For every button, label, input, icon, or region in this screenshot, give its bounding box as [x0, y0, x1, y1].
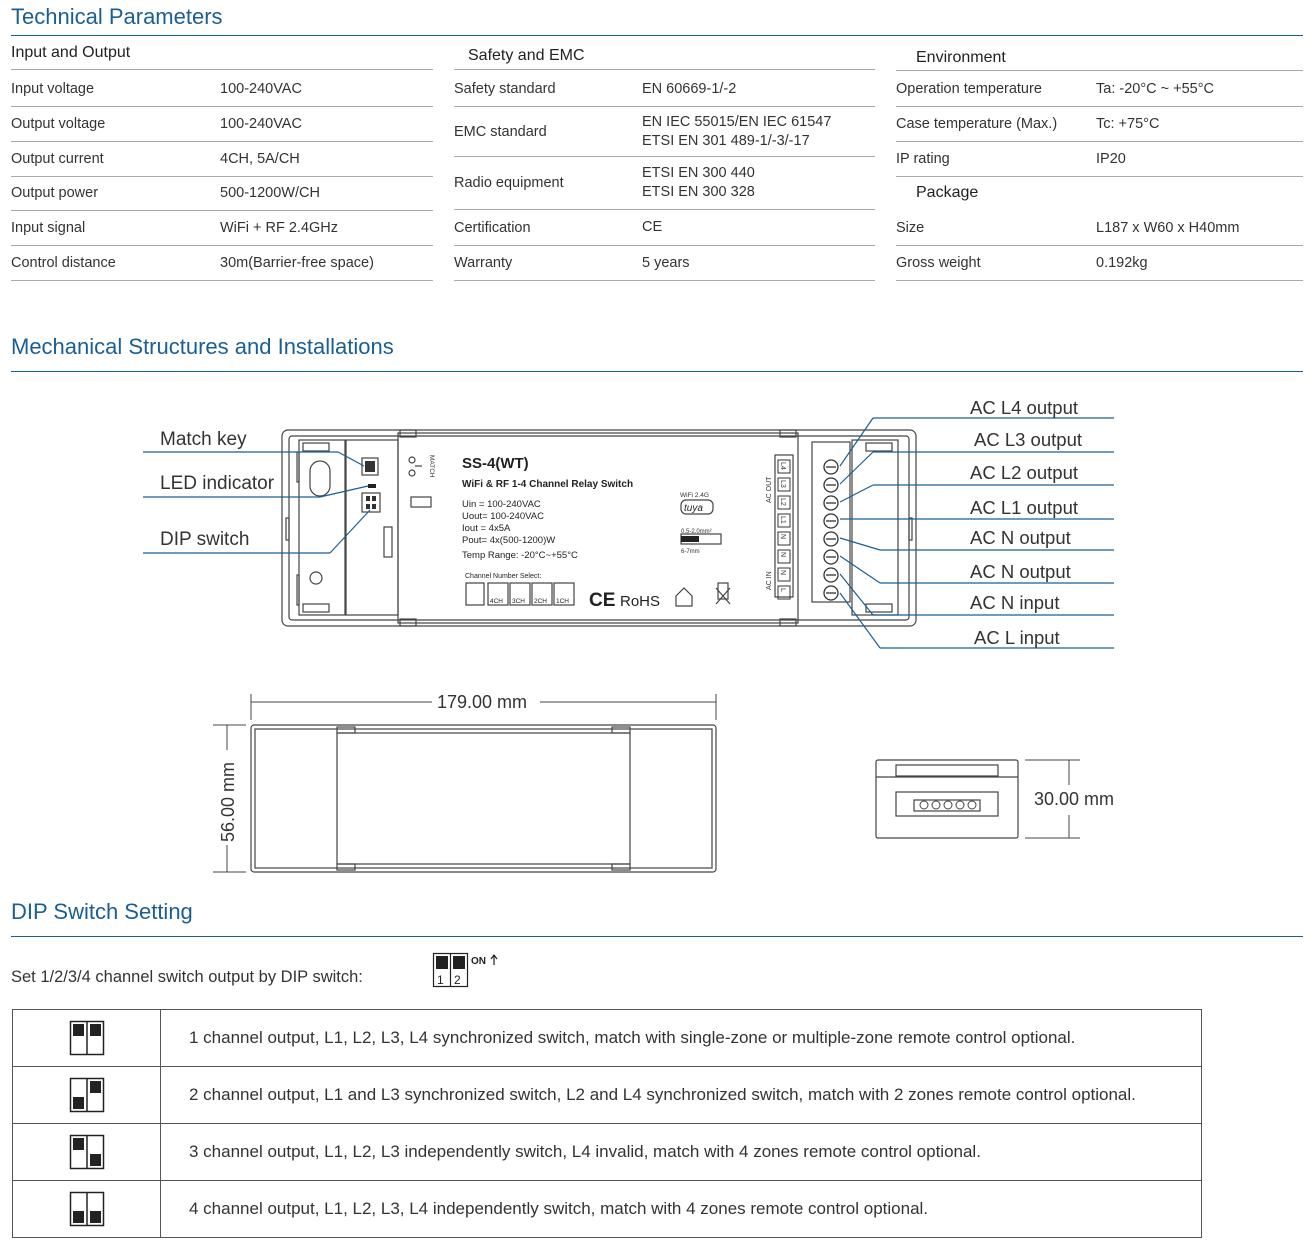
- dip-knob: [90, 1081, 101, 1093]
- section-title-dip: DIP Switch Setting: [11, 899, 193, 924]
- dip-description: 1 channel output, L1, L2, L3, L4 synchronized switch, match with single-zone or multiple-zone remote control optional.: [161, 1010, 1202, 1067]
- dip-legend-2: 2: [454, 973, 461, 987]
- callout-terminal: AC N input: [970, 592, 1060, 613]
- group-heading-package: Package: [916, 184, 979, 201]
- spec-value: 500-1200W/CH: [220, 184, 320, 201]
- group-rule: [896, 70, 1303, 71]
- callout-pointer: [840, 556, 880, 583]
- group-heading-environment: Environment: [916, 49, 1006, 66]
- dip-settings-table: [12, 1009, 1202, 1238]
- dip-legend-1: 1: [437, 973, 444, 987]
- section-rule: [11, 35, 1303, 36]
- end-terminal: [956, 801, 964, 809]
- spec-value-line: ETSI EN 301 489-1/-3/-17: [642, 132, 810, 149]
- ce-mark: CE: [589, 590, 616, 611]
- terminal-label: L1: [779, 516, 786, 524]
- dip-switch-icon: [69, 1077, 105, 1113]
- device-spec: Temp Range: -20°C~+55°C: [462, 550, 578, 561]
- callout-terminal: AC L input: [974, 627, 1060, 648]
- callout-terminal: AC L1 output: [970, 497, 1078, 518]
- channel-label: 1CH: [556, 598, 570, 605]
- dip-knob: [73, 1097, 84, 1109]
- spec-row: [896, 72, 1303, 107]
- callout-match-key: Match key: [160, 429, 247, 450]
- spec-label: Case temperature (Max.): [896, 116, 1058, 132]
- terminal-label: N: [779, 552, 786, 558]
- callout-pointer: [840, 452, 873, 484]
- group-rule: [11, 69, 433, 70]
- spec-value: [642, 107, 831, 156]
- spec-value: WiFi + RF 2.4GHz: [220, 219, 339, 236]
- callout-terminal: AC L2 output: [970, 462, 1078, 483]
- terminal-labels: [778, 460, 790, 599]
- spec-label: Safety standard: [454, 81, 556, 97]
- spec-label: Output current: [11, 151, 104, 167]
- terminal-label: L4: [779, 462, 786, 470]
- spec-row: [454, 210, 875, 246]
- spec-row: [11, 107, 433, 142]
- spec-row: [454, 157, 875, 210]
- ac-in-text: AC IN: [766, 571, 773, 590]
- channel-select-label: Channel Number Select:: [465, 573, 542, 580]
- spec-row: [11, 211, 433, 246]
- callout-terminal: AC L4 output: [970, 397, 1078, 418]
- terminal-label: L3: [779, 480, 786, 488]
- terminal-label: L: [779, 588, 786, 592]
- dip-intro-text: Set 1/2/3/4 channel switch output by DIP switch:: [11, 968, 363, 986]
- device-side-view: [251, 725, 716, 872]
- rohs-mark: RoHS: [620, 593, 661, 610]
- spec-label: Input voltage: [11, 81, 95, 97]
- spec-label: Certification: [454, 219, 531, 236]
- wifi-label: WiFi 2.4G: [680, 492, 709, 499]
- device-model: SS-4(WT): [462, 455, 529, 472]
- terminal-label: N: [779, 534, 786, 540]
- end-terminal: [944, 801, 952, 809]
- dip-icon-cell: [13, 1124, 161, 1181]
- dimension-lines: [213, 694, 1080, 872]
- section-rule: [11, 936, 1303, 937]
- spec-value: Ta: -20°C ~ +55°C: [1096, 80, 1214, 97]
- channel-label: 4CH: [490, 598, 504, 605]
- dip-knob: [73, 1138, 84, 1150]
- spec-value: IP20: [1096, 150, 1126, 167]
- spec-value: 100-240VAC: [220, 115, 302, 132]
- group-rule: [454, 69, 875, 70]
- callout-led-indicator: LED indicator: [160, 473, 275, 494]
- spec-row: [454, 72, 875, 107]
- spec-value: 0.192kg: [1096, 254, 1148, 271]
- end-view-terminals: [920, 801, 976, 809]
- spec-row: [896, 107, 1303, 142]
- device-subtitle: WiFi & RF 1-4 Channel Relay Switch: [462, 479, 634, 490]
- dip-switch-icon: [69, 1134, 105, 1170]
- dip-description: 4 channel output, L1, L2, L3, L4 independently switch, match with 4 zones remote control optional.: [161, 1181, 1202, 1238]
- up-arrow-icon: [491, 955, 497, 965]
- wire-gauge: 0.5-2.0mm²: [681, 529, 712, 535]
- spec-value: [642, 157, 755, 209]
- spec-label: Input signal: [11, 220, 86, 236]
- dimension-width: 56.00 mm: [218, 761, 238, 842]
- spec-value-line: CE: [642, 219, 663, 235]
- spec-label: Size: [896, 220, 925, 236]
- end-terminal: [920, 801, 928, 809]
- channel-label: 2CH: [534, 598, 548, 605]
- spec-label: Radio equipment: [454, 175, 564, 191]
- channel-label: 3CH: [512, 598, 526, 605]
- spec-value: [642, 210, 662, 245]
- dip-knob: [90, 1024, 101, 1036]
- dip-row: [13, 1010, 1202, 1067]
- dip-row: [13, 1067, 1202, 1124]
- tuya-logo: tuya: [684, 503, 703, 514]
- device-spec: Pout= 4x(500-1200)W: [462, 535, 556, 546]
- terminal-label: N: [779, 570, 786, 576]
- spec-row: [454, 246, 875, 281]
- callout-terminal: AC L3 output: [974, 429, 1082, 450]
- end-terminal: [968, 801, 976, 809]
- dip-switch-icon: [69, 1191, 105, 1227]
- callout-terminal: AC N output: [970, 561, 1071, 582]
- spec-row: [11, 246, 433, 281]
- dip-icon-cell: [13, 1181, 161, 1238]
- device-spec: Uin = 100-240VAC: [462, 499, 541, 510]
- spec-label: Warranty: [454, 255, 513, 271]
- spec-label: Control distance: [11, 255, 116, 271]
- dip-switch-icon: [69, 1020, 105, 1056]
- spec-value: Tc: +75°C: [1096, 115, 1160, 132]
- spec-value: 4CH, 5A/CH: [220, 150, 300, 167]
- spec-value: [642, 246, 690, 280]
- spec-value: L187 x W60 x H40mm: [1096, 219, 1240, 236]
- terminal-label: L2: [779, 498, 786, 506]
- callout-terminal: AC N output: [970, 527, 1071, 548]
- dip-legend-on: ON: [471, 956, 486, 967]
- spec-row: [11, 176, 433, 211]
- dip-knob: [73, 1024, 84, 1036]
- dip-icon-cell: [13, 1067, 161, 1124]
- callout-dip-switch: DIP switch: [160, 529, 250, 550]
- device-end-view: [876, 760, 1018, 838]
- dip-knob: [73, 1211, 84, 1223]
- ac-out-text: AC OUT: [766, 476, 773, 503]
- dip-description: 3 channel output, L1, L2, L3 independently switch, L4 invalid, match with 4 zones remote control optional.: [161, 1124, 1202, 1181]
- callout-pointer: [840, 485, 873, 502]
- device-spec: Iout = 4x5A: [462, 523, 511, 534]
- right-callouts: [840, 397, 1114, 648]
- group-heading-input-output: Input and Output: [11, 44, 131, 61]
- spec-row: [896, 211, 1303, 246]
- section-title-mechanical: Mechanical Structures and Installations: [11, 334, 394, 359]
- dip-knob: [90, 1154, 101, 1166]
- dip-description: 2 channel output, L1 and L3 synchronized switch, L2 and L4 synchronized switch, match with 2 zones remote control optional.: [161, 1067, 1202, 1124]
- dip-legend-icon: [432, 952, 502, 992]
- mechanical-diagram: [0, 385, 1314, 875]
- spec-label: Output voltage: [11, 116, 106, 132]
- end-terminal: [932, 801, 940, 809]
- dimension-height: 30.00 mm: [1034, 789, 1115, 809]
- spec-label: Output power: [11, 185, 99, 201]
- spec-row: [896, 142, 1303, 177]
- device-spec: Uout= 100-240VAC: [462, 511, 544, 522]
- spec-value: 100-240VAC: [220, 80, 302, 97]
- match-text: MATCH: [428, 455, 435, 478]
- spec-value-line: 5 years: [642, 254, 690, 271]
- group-heading-safety-emc: Safety and EMC: [468, 47, 585, 64]
- spec-row: [11, 72, 433, 107]
- spec-row: [896, 246, 1303, 281]
- spec-label: EMC standard: [454, 123, 547, 140]
- spec-value-line: ETSI EN 300 328: [642, 184, 755, 200]
- strip-length: 6-7mm: [681, 549, 700, 555]
- spec-label: Gross weight: [896, 255, 981, 271]
- spec-row: [454, 107, 875, 157]
- dip-row: [13, 1181, 1202, 1238]
- spec-label: IP rating: [896, 151, 950, 167]
- spec-label: Operation temperature: [896, 81, 1042, 97]
- spec-value: 30m(Barrier-free space): [220, 254, 374, 271]
- spec-value-line: EN 60669-1/-2: [642, 80, 737, 97]
- spec-value-line: EN IEC 55015/EN IEC 61547: [642, 113, 832, 130]
- spec-value: [642, 72, 736, 106]
- dip-row: [13, 1124, 1202, 1181]
- callout-pointer: [840, 538, 880, 550]
- dip-icon-cell: [13, 1010, 161, 1067]
- spec-row: [11, 142, 433, 177]
- section-rule: [11, 371, 1303, 372]
- dimension-length: 179.00 mm: [437, 692, 528, 712]
- terminal-screws: [824, 460, 838, 600]
- spec-value-line: ETSI EN 300 440: [642, 165, 755, 181]
- section-title-technical: Technical Parameters: [11, 4, 223, 29]
- dip-knob: [90, 1211, 101, 1223]
- callout-pointer: [840, 574, 873, 615]
